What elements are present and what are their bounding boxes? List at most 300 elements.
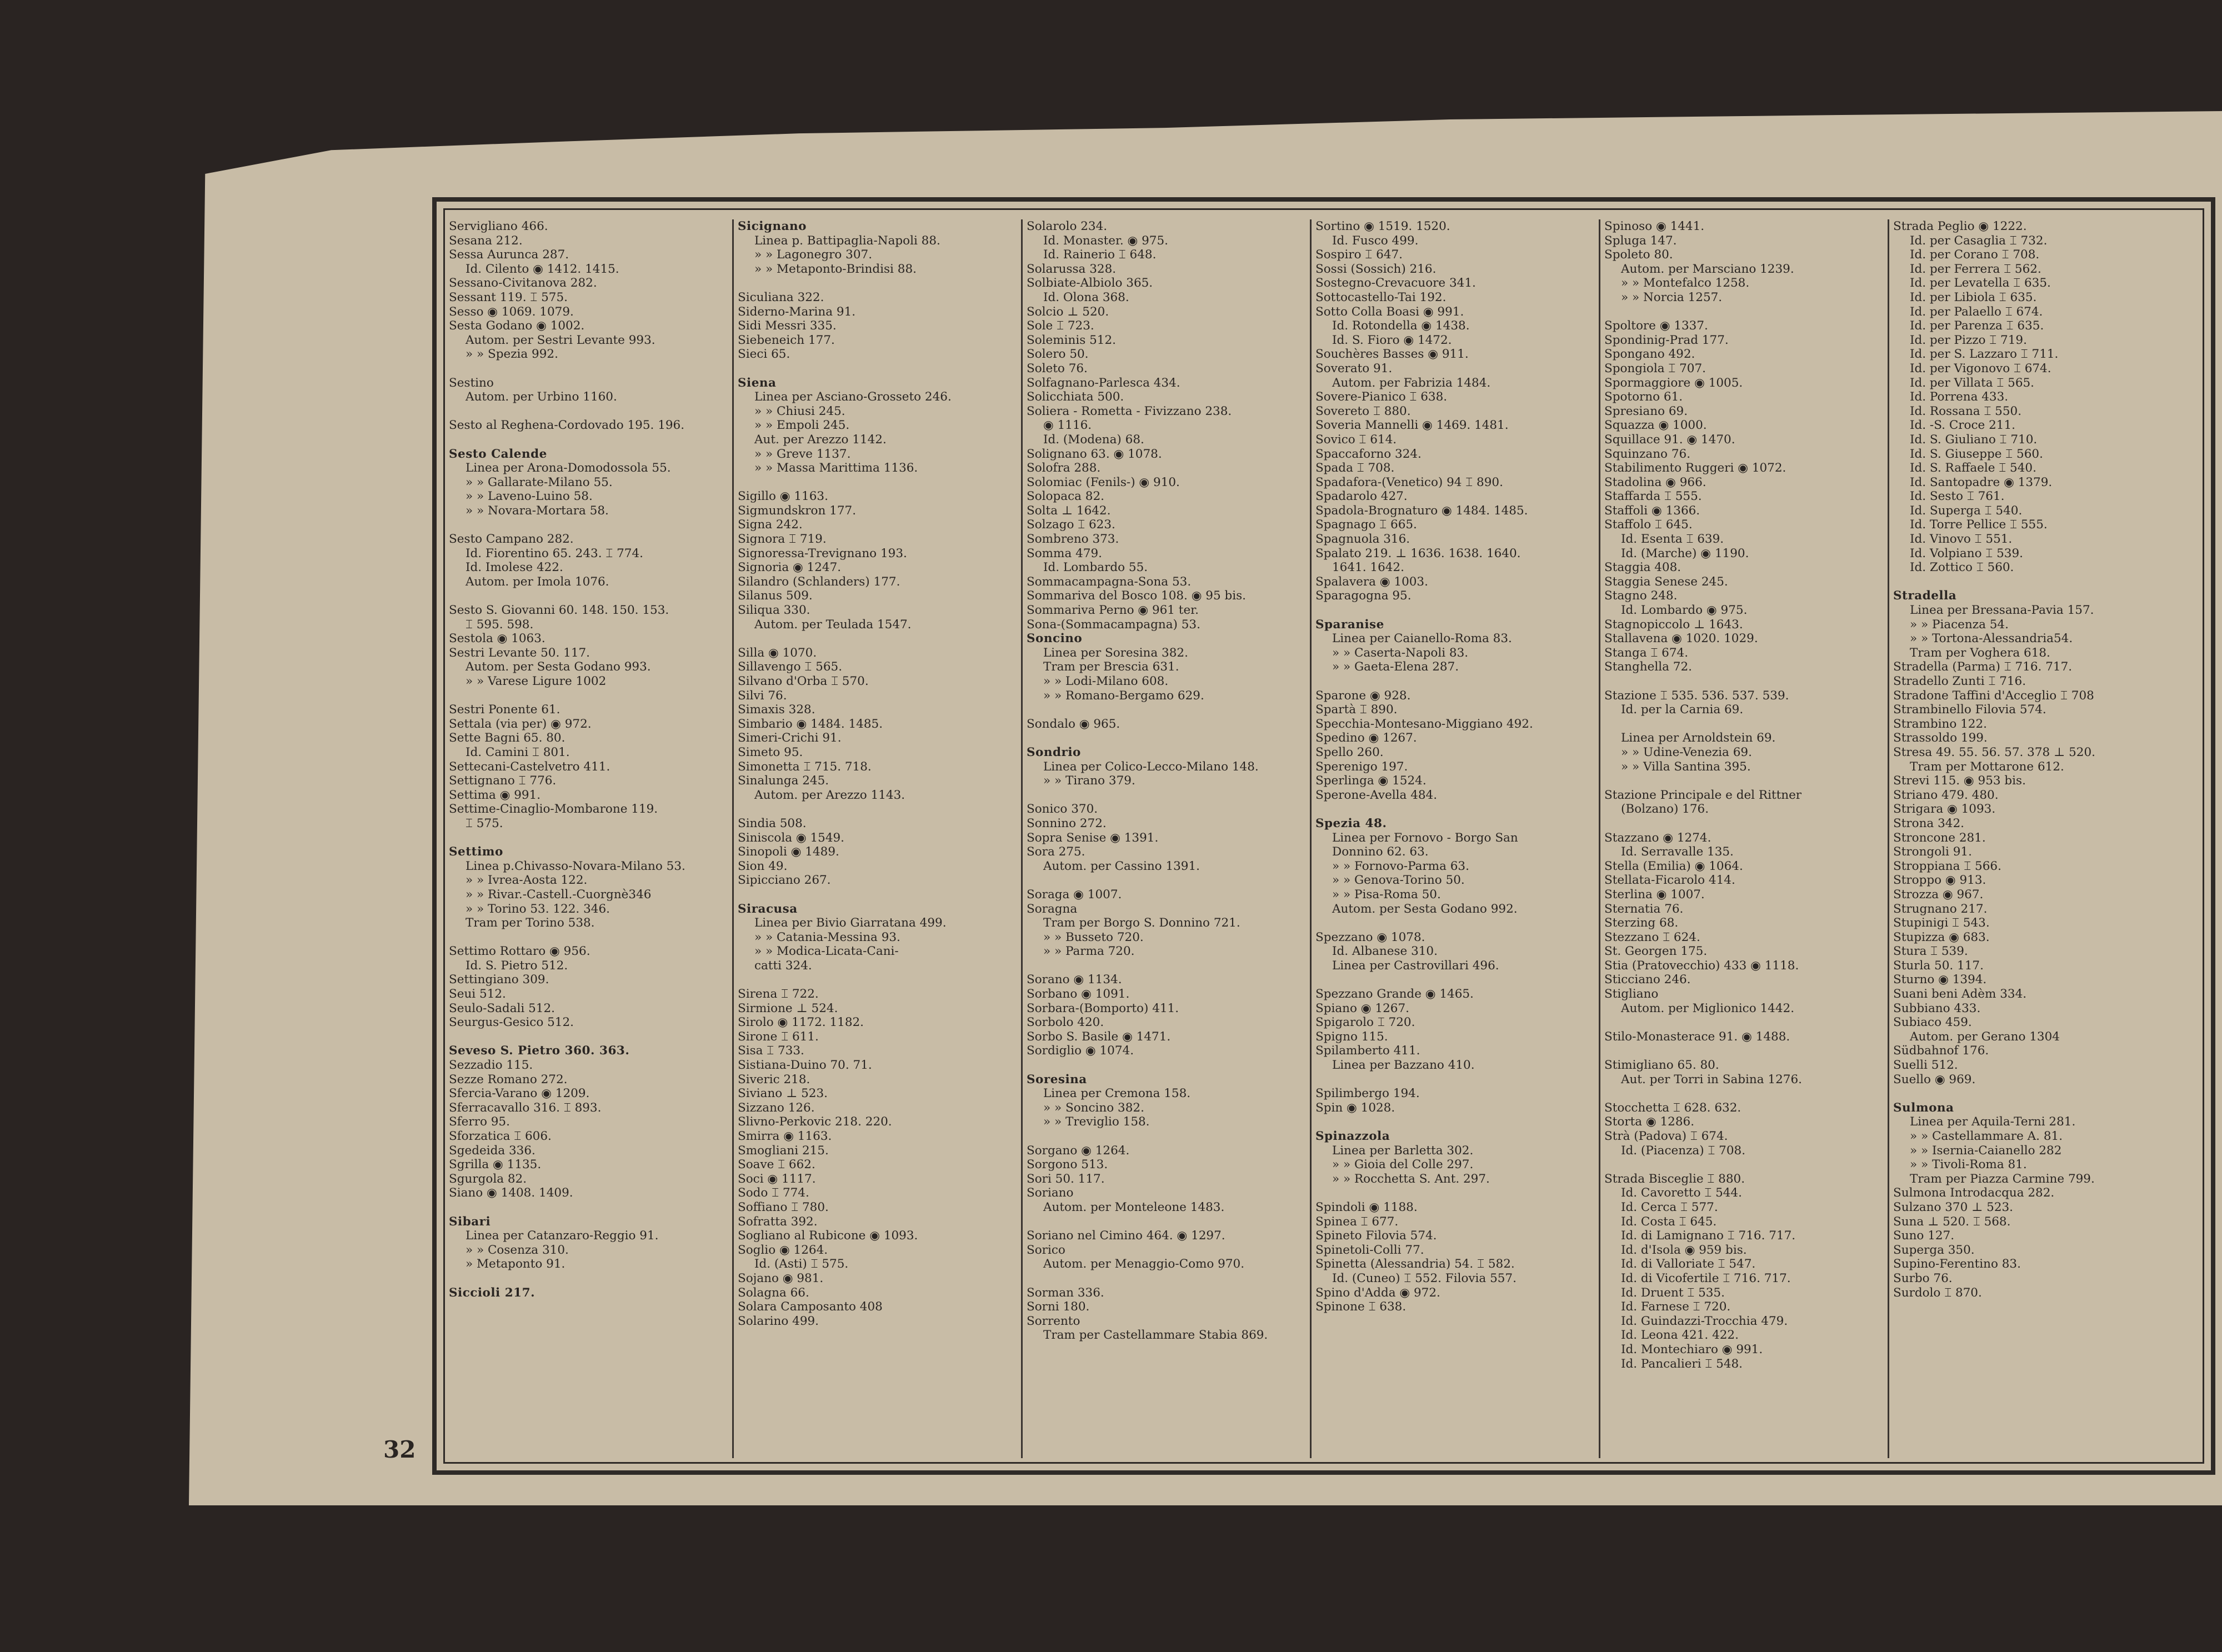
index-entry: Id. di Lamignano ⌶ 716. 717. (1621, 1229, 1796, 1243)
index-entry: Silanus 509. (738, 589, 813, 603)
index-entry: Sovere-Pianico ⌶ 638. (1315, 390, 1448, 404)
index-entry: Tram per Borgo S. Donnino 721. (1043, 916, 1240, 930)
index-entry: Sovico ⌶ 614. (1315, 432, 1397, 447)
index-entry: » » Soncino 382. (1043, 1100, 1144, 1115)
index-entry: 1641. 1642. (1332, 560, 1404, 575)
index-entry: Linea per Barletta 302. (1332, 1143, 1474, 1158)
index-entry: Stanghella 72. (1604, 660, 1692, 674)
index-entry: Sibari (449, 1214, 491, 1229)
index-entry: Id. Cavoretto ⌶ 544. (1621, 1186, 1742, 1200)
index-entry: Id. Albanese 310. (1332, 944, 1438, 959)
index-entry: » » Massa Marittima 1136. (754, 461, 918, 475)
index-entry: Solbiate-Albiolo 365. (1027, 276, 1153, 291)
index-entry: Sigmundskron 177. (738, 503, 857, 518)
index-entry: Solignano 63. ◉ 1078. (1027, 447, 1162, 461)
index-entry: » » Empoli 245. (754, 418, 850, 433)
blank-line (449, 433, 710, 447)
index-entry: Id. (Asti) ⌶ 575. (754, 1257, 849, 1271)
index-entry: Sipicciano 267. (738, 873, 831, 888)
index-entry: Linea per Catanzaro-Reggio 91. (466, 1229, 659, 1243)
index-entry: Silandro (Schlanders) 177. (738, 574, 900, 589)
index-entry: Spinoso ◉ 1441. (1604, 219, 1705, 233)
index-entry: Id. Cerca ⌶ 577. (1621, 1200, 1718, 1214)
index-entry: Id. Torre Pellice ⌶ 555. (1910, 518, 2048, 532)
index-entry: Linea per Arnoldstein 69. (1621, 731, 1776, 745)
index-entry: Stupizza ◉ 683. (1893, 930, 1990, 944)
blank-line (738, 632, 999, 646)
index-entry: Signoressa-Trevignano 193. (738, 546, 907, 560)
index-entry: Sgurgola 82. (449, 1172, 527, 1186)
index-entry: Sforzatica ⌶ 606. (449, 1129, 552, 1143)
blank-line (1027, 703, 1288, 717)
index-entry: » » Rocchetta S. Ant. 297. (1332, 1172, 1490, 1186)
index-entry: Spedino ◉ 1267. (1315, 731, 1417, 745)
blank-line (449, 1030, 710, 1044)
index-entry: Sgedeida 336. (449, 1143, 536, 1158)
index-entry: Sulmona Introdacqua 282. (1893, 1186, 2055, 1200)
index-entry: Linea per Bivio Giarratana 499. (754, 916, 947, 930)
index-entry: Sorrento (1027, 1314, 1080, 1328)
blank-line (1315, 674, 1577, 689)
index-entry: Stilo-Monasterace 91. ◉ 1488. (1604, 1029, 1790, 1044)
index-entry: Stagno 248. (1604, 589, 1678, 603)
index-entry: Id. Rossana ⌶ 550. (1910, 404, 2022, 418)
index-entry: Siliqua 330. (738, 603, 810, 618)
index-entry: Soriano nel Cimino 464. ◉ 1297. (1027, 1229, 1225, 1243)
index-column-4 (1315, 219, 1577, 1464)
index-entry: Id. S. Raffaele ⌶ 540. (1910, 461, 2036, 475)
index-entry: Storta ◉ 1286. (1604, 1115, 1695, 1129)
index-entry: Seveso S. Pietro 360. 363. (449, 1044, 630, 1058)
index-entry: Spin ◉ 1028. (1315, 1100, 1395, 1115)
index-entry: Sorni 180. (1027, 1300, 1090, 1314)
index-entry: Sirone ⌶ 611. (738, 1029, 819, 1044)
index-entry: » » Genova-Torino 50. (1332, 873, 1465, 888)
index-entry: Surdolo ⌶ 870. (1893, 1285, 1982, 1300)
index-entry: Spezia 48. (1315, 816, 1387, 830)
index-entry: Autom. per Gerano 1304 (1910, 1029, 2060, 1044)
index-entry: Id. Sesto ⌶ 761. (1910, 489, 2005, 504)
index-entry: Spello 260. (1315, 745, 1384, 759)
index-entry: Soleminis 512. (1027, 333, 1116, 347)
index-entry: Sirena ⌶ 722. (738, 987, 819, 1002)
index-entry: Sizzano 126. (738, 1100, 815, 1115)
index-entry: Strada Bisceglie ⌶ 880. (1604, 1172, 1745, 1186)
index-entry: Id. Zottico ⌶ 560. (1910, 560, 2014, 575)
index-entry: Spormaggiore ◉ 1005. (1604, 376, 1743, 390)
index-entry: Sorico (1027, 1243, 1065, 1257)
column-divider (1310, 219, 1312, 1458)
index-entry: Stradella (Parma) ⌶ 716. 717. (1893, 660, 2073, 674)
index-entry: Servigliano 466. (449, 219, 548, 233)
index-entry: Sparone ◉ 928. (1315, 688, 1411, 703)
index-entry: Linea per Aquila-Terni 281. (1910, 1115, 2076, 1129)
index-entry: Stellata-Ficarolo 414. (1604, 873, 1735, 888)
index-entry: Id. Superga ⌶ 540. (1910, 503, 2023, 518)
index-entry: Staggia 408. (1604, 560, 1681, 575)
page-number: 32 (383, 1436, 416, 1463)
index-entry: Soragna (1027, 902, 1078, 916)
index-entry: Strona 342. (1893, 816, 1964, 830)
index-entry: Settima ◉ 991. (449, 788, 541, 802)
index-entry: Id. per Corano ⌶ 708. (1910, 248, 2040, 262)
index-entry: Id. di Valloriate ⌶ 547. (1621, 1257, 1756, 1271)
index-entry: Soliera - Rometta - Fivizzano 238. (1027, 404, 1232, 418)
index-entry: Sterlina ◉ 1007. (1604, 887, 1705, 902)
index-entry: Stura ⌶ 539. (1893, 944, 1968, 959)
index-entry: Soveria Mannelli ◉ 1469. 1481. (1315, 418, 1509, 433)
blank-line (1027, 1058, 1288, 1073)
index-entry: Strambino 122. (1893, 717, 1987, 731)
blank-line (738, 802, 999, 817)
index-entry: Solarussa 328. (1027, 262, 1117, 276)
index-entry: » » Greve 1137. (754, 447, 851, 461)
index-entry: Id. per Vigonovo ⌶ 674. (1910, 361, 2051, 376)
index-entry: Sogliano al Rubicone ◉ 1093. (738, 1229, 918, 1243)
index-entry: » Metaponto 91. (466, 1257, 565, 1271)
index-entry: » » Norcia 1257. (1621, 290, 1723, 304)
index-entry: Seulo-Sadali 512. (449, 1001, 555, 1015)
index-entry: Id. S. Pietro 512. (466, 958, 568, 973)
index-entry: Strigara ◉ 1093. (1893, 802, 1996, 817)
index-entry: » » Busseto 720. (1043, 930, 1144, 944)
index-entry: Sona-(Sommacampagna) 53. (1027, 617, 1200, 632)
index-entry: Soverato 91. (1315, 361, 1393, 376)
index-entry: Squinzano 76. (1604, 447, 1691, 461)
index-entry: Strongoli 91. (1893, 845, 1972, 859)
index-entry: Sondrio (1027, 745, 1081, 759)
index-entry: Superga 350. (1893, 1243, 1975, 1257)
index-entry: Linea per Castrovillari 496. (1332, 958, 1499, 973)
index-entry: Sulzano 370 ⊥ 523. (1893, 1200, 2014, 1214)
index-entry: Sesto S. Giovanni 60. 148. 150. 153. (449, 603, 669, 618)
index-entry: Spinazzola (1315, 1129, 1390, 1143)
blank-line (1027, 873, 1288, 888)
index-entry: Id. per Levatella ⌶ 635. (1910, 276, 2051, 291)
index-entry: Sion 49. (738, 859, 788, 873)
index-entry: Id. Rainerio ⌶ 648. (1043, 248, 1157, 262)
index-entry: Spoleto 80. (1604, 248, 1673, 262)
index-entry: Stanga ⌶ 674. (1604, 645, 1689, 660)
index-entry: Id. per Parenza ⌶ 635. (1910, 319, 2044, 333)
index-entry: » » Villa Santina 395. (1621, 759, 1751, 774)
index-column-5 (1604, 219, 1865, 1464)
index-entry: Suno 127. (1893, 1229, 1955, 1243)
index-entry: Autom. per Urbino 1160. (466, 390, 617, 404)
index-entry: Spluga 147. (1604, 233, 1677, 248)
index-entry: Autom. per Miglionico 1442. (1621, 1001, 1795, 1015)
index-entry: Stradello Zunti ⌶ 716. (1893, 674, 2026, 688)
index-entry: Settimo (449, 845, 503, 859)
index-entry: Id. d'Isola ◉ 959 bis. (1621, 1243, 1747, 1257)
index-entry: Stazione Principale e del Rittner (1604, 788, 1802, 802)
index-entry: Settingiano 309. (449, 973, 549, 987)
index-entry: Spilamberto 411. (1315, 1044, 1420, 1058)
blank-line (449, 518, 710, 532)
index-entry: Id. Lombardo 55. (1043, 560, 1148, 575)
index-entry: Sombreno 373. (1027, 532, 1119, 547)
index-entry: Autom. per Imola 1076. (466, 574, 609, 589)
index-entry: Simeri-Crichi 91. (738, 731, 842, 745)
index-entry: Sesta Godano ◉ 1002. (449, 319, 585, 333)
index-entry: Subbiano 433. (1893, 1001, 1981, 1015)
index-entry: Sesana 212. (449, 233, 523, 248)
index-entry: Spinone ⌶ 638. (1315, 1300, 1407, 1314)
blank-line (1604, 717, 1865, 732)
index-entry: Id. Costa ⌶ 645. (1621, 1214, 1717, 1229)
index-entry: Signora ⌶ 719. (738, 532, 827, 547)
index-entry: Siebeneich 177. (738, 333, 835, 347)
blank-line (1604, 1158, 1865, 1172)
index-entry: Id. Guindazzi-Trocchia 479. (1621, 1314, 1788, 1328)
index-entry: Sotto Colla Boasi ◉ 991. (1315, 304, 1464, 319)
index-entry: Solara Camposanto 408 (738, 1300, 883, 1314)
index-entry: Id. per Libiola ⌶ 635. (1910, 290, 2037, 304)
index-entry: Aut. per Arezzo 1142. (754, 432, 887, 447)
index-entry: Spartà ⌶ 890. (1315, 703, 1398, 717)
index-entry: Donnino 62. 63. (1332, 845, 1429, 859)
index-entry: Spinea ⌶ 677. (1315, 1214, 1399, 1229)
index-column-3 (1027, 219, 1288, 1464)
index-entry: Sirolo ◉ 1172. 1182. (738, 1015, 864, 1030)
index-entry: Id. Pancalieri ⌶ 548. (1621, 1356, 1743, 1371)
index-entry: Sommacampagna-Sona 53. (1027, 574, 1192, 589)
index-entry: » » Torino 53. 122. 346. (466, 902, 610, 916)
blank-line (1893, 1087, 2154, 1101)
index-entry: Stroncone 281. (1893, 830, 1986, 845)
index-entry: Sesso ◉ 1069. 1079. (449, 304, 574, 319)
index-entry: Sole ⌶ 723. (1027, 319, 1094, 333)
index-entry: Stresa 49. 55. 56. 57. 378 ⊥ 520. (1893, 745, 2095, 759)
blank-line (1604, 1015, 1865, 1030)
index-entry: Sossi (Sossich) 216. (1315, 262, 1437, 276)
index-entry: Sorbo S. Basile ◉ 1471. (1027, 1029, 1171, 1044)
blank-line (449, 404, 710, 419)
index-entry: Stagnopiccolo ⊥ 1643. (1604, 617, 1743, 632)
index-entry: ◉ 1116. (1043, 418, 1092, 433)
index-entry: Sondalo ◉ 965. (1027, 717, 1120, 731)
index-entry: Sori 50. 117. (1027, 1172, 1105, 1186)
index-entry: Sternatia 76. (1604, 902, 1684, 916)
index-entry: Sfercia-Varano ◉ 1209. (449, 1087, 590, 1101)
blank-line (1027, 1129, 1288, 1144)
index-entry: » » Gallarate-Milano 55. (466, 475, 613, 489)
index-entry: Südbahnof 176. (1893, 1044, 1989, 1058)
index-entry: Sospiro ⌶ 647. (1315, 248, 1403, 262)
column-divider (732, 219, 734, 1458)
index-entry: Id. per la Carnia 69. (1621, 703, 1744, 717)
index-entry: Spongiola ⌶ 707. (1604, 361, 1706, 376)
index-entry: Sodo ⌶ 774. (738, 1186, 809, 1200)
index-entry: Id. Lombardo ◉ 975. (1621, 603, 1748, 618)
index-entry: » » Gioia del Colle 297. (1332, 1158, 1474, 1172)
blank-line (1027, 1271, 1288, 1286)
index-entry: Spiano ◉ 1267. (1315, 1001, 1409, 1015)
index-entry: Simbario ◉ 1484. 1485. (738, 717, 883, 731)
index-entry: Stupinigi ⌶ 543. (1893, 916, 1990, 930)
index-entry: Spino d'Adda ◉ 972. (1315, 1285, 1440, 1300)
index-entry: Settignano ⌶ 776. (449, 774, 557, 788)
index-entry: Spineto Filovia 574. (1315, 1229, 1437, 1243)
index-entry: Id. (Piacenza) ⌶ 708. (1621, 1143, 1746, 1158)
column-divider (1599, 219, 1600, 1458)
index-entry: Soci ◉ 1117. (738, 1172, 816, 1186)
index-entry: Spotorno 61. (1604, 390, 1683, 404)
index-entry: Id. Vinovo ⌶ 551. (1910, 532, 2013, 547)
index-entry: Id. Porrena 433. (1910, 390, 2009, 404)
index-entry: Aut. per Torri in Sabina 1276. (1621, 1072, 1802, 1087)
blank-line (449, 689, 710, 703)
index-entry: Spalavera ◉ 1003. (1315, 574, 1428, 589)
blank-line (1027, 1215, 1288, 1229)
index-entry: Stazzano ◉ 1274. (1604, 830, 1711, 845)
index-entry: Linea per Caianello-Roma 83. (1332, 632, 1512, 646)
index-entry: Stradella (1893, 589, 1957, 603)
index-entry: Id. per Ferrera ⌶ 562. (1910, 262, 2041, 276)
index-entry: Squazza ◉ 1000. (1604, 418, 1707, 433)
column-divider (1021, 219, 1023, 1458)
index-entry: » » Laveno-Luino 58. (466, 489, 593, 504)
index-entry: Id. Leona 421. 422. (1621, 1328, 1739, 1343)
index-entry: Soave ⌶ 662. (738, 1158, 815, 1172)
blank-line (1604, 817, 1865, 831)
index-entry: Sostegno-Crevacuore 341. (1315, 276, 1476, 291)
index-entry: Signoria ◉ 1247. (738, 560, 842, 575)
index-entry: Id. (Marche) ◉ 1190. (1621, 546, 1749, 560)
index-entry: Sterzing 68. (1604, 916, 1679, 930)
index-entry: Stimigliano 65. 80. (1604, 1058, 1719, 1073)
index-entry: Linea p. Battipaglia-Napoli 88. (754, 233, 940, 248)
index-entry: Spadola-Brognaturo ◉ 1484. 1485. (1315, 503, 1528, 518)
index-entry: Solfagnano-Parlesca 434. (1027, 376, 1180, 390)
index-entry: Tram per Mottarone 612. (1910, 759, 2064, 774)
index-entry: Sordiglio ◉ 1074. (1027, 1044, 1134, 1058)
index-entry: Id. per S. Lazzaro ⌶ 711. (1910, 347, 2059, 362)
index-entry: Stradone Taffini d'Acceglio ⌶ 708 (1893, 688, 2094, 703)
index-entry: Spezzano ◉ 1078. (1315, 930, 1425, 944)
index-entry: Tram per Brescia 631. (1043, 660, 1179, 674)
index-entry: Siveric 218. (738, 1072, 810, 1087)
index-entry: Souchères Basses ◉ 911. (1315, 347, 1469, 362)
index-entry: » » Chiusi 245. (754, 404, 845, 418)
index-entry: Staffolo ⌶ 645. (1604, 518, 1693, 532)
index-entry: Silvano d'Orba ⌶ 570. (738, 674, 869, 688)
index-entry: Sesto al Reghena-Cordovado 195. 196. (449, 418, 685, 433)
blank-line (738, 973, 999, 987)
index-entry: Autom. per Monteleone 1483. (1043, 1200, 1225, 1214)
blank-line (1027, 959, 1288, 973)
blank-line (1315, 916, 1577, 930)
index-entry: Spigno 115. (1315, 1029, 1388, 1044)
index-entry: Suna ⊥ 520. ⌶ 568. (1893, 1214, 2011, 1229)
index-entry: Id. (Cuneo) ⌶ 552. Filovia 557. (1332, 1271, 1517, 1285)
index-entry: Siviano ⊥ 523. (738, 1087, 828, 1101)
blank-line (1604, 674, 1865, 689)
index-entry: Sidi Messri 335. (738, 319, 837, 333)
index-entry: Sessant 119. ⌶ 575. (449, 290, 568, 304)
index-entry: Autom. per Marsciano 1239. (1621, 262, 1794, 276)
index-entry: Strà (Padova) ⌶ 674. (1604, 1129, 1728, 1143)
index-entry: » » Metaponto-Brindisi 88. (754, 262, 917, 276)
index-entry: Sistiana-Duino 70. 71. (738, 1058, 872, 1073)
index-entry: Id. S. Giuseppe ⌶ 560. (1910, 447, 2043, 461)
index-entry: Sojano ◉ 981. (738, 1271, 824, 1285)
index-entry: Sette Bagni 65. 80. (449, 731, 565, 745)
index-entry: Sicignano (738, 219, 807, 233)
index-entry: Solzago ⌶ 623. (1027, 518, 1115, 532)
index-entry: Sestola ◉ 1063. (449, 632, 546, 646)
index-entry: Id. per Villata ⌶ 565. (1910, 376, 2035, 390)
index-entry: Solarino 499. (738, 1314, 819, 1328)
blank-line (738, 362, 999, 376)
index-entry: Solofra 288. (1027, 461, 1101, 475)
index-entry: Slivno-Perkovic 218. 220. (738, 1115, 892, 1129)
blank-line (1315, 603, 1577, 618)
index-entry: Spagnuola 316. (1315, 532, 1410, 547)
index-entry: Id. Olona 368. (1043, 290, 1129, 304)
index-entry: Staffoli ◉ 1366. (1604, 503, 1700, 518)
index-entry: Soffiano ⌶ 780. (738, 1200, 829, 1214)
index-entry: Smirra ◉ 1163. (738, 1129, 832, 1143)
index-entry: Strozza ◉ 967. (1893, 887, 1984, 902)
index-entry: Autom. per Fabrizia 1484. (1332, 376, 1491, 390)
index-entry: Stabilimento Ruggeri ◉ 1072. (1604, 461, 1786, 475)
index-entry: » » Tivoli-Roma 81. (1910, 1158, 2027, 1172)
index-entry: » » Rivar.-Castell.-Cuorgnè346 (466, 887, 652, 902)
index-entry: ⌶ 595. 598. (466, 617, 534, 632)
index-entry: Sirmione ⊥ 524. (738, 1001, 838, 1015)
index-entry: » » Treviglio 158. (1043, 1115, 1150, 1129)
index-entry: Sperlinga ◉ 1524. (1315, 774, 1427, 788)
index-entry: Sinopoli ◉ 1489. (738, 845, 839, 859)
blank-line (449, 930, 710, 945)
index-entry: Strassoldo 199. (1893, 731, 1988, 745)
index-entry: » » Fornovo-Parma 63. (1332, 859, 1469, 873)
index-entry: Stezzano ⌶ 624. (1604, 930, 1700, 944)
index-entry: Sofratta 392. (738, 1214, 818, 1229)
index-entry: » » Isernia-Caianello 282 (1910, 1143, 2062, 1158)
index-entry: Sticciano 246. (1604, 973, 1691, 987)
index-entry: Sieci 65. (738, 347, 790, 362)
index-entry: St. Georgen 175. (1604, 944, 1708, 959)
index-entry: Id. Rotondella ◉ 1438. (1332, 319, 1470, 333)
blank-line (449, 831, 710, 845)
index-entry: Sessano-Civitanova 282. (449, 276, 597, 291)
index-entry: Id. S. Giuliano ⌶ 710. (1910, 432, 2038, 447)
index-entry: Id. per Pizzo ⌶ 719. (1910, 333, 2027, 347)
blank-line (449, 362, 710, 376)
blank-line (1315, 1186, 1577, 1200)
index-entry: Sora 275. (1027, 845, 1085, 859)
index-entry: Stadolina ◉ 966. (1604, 475, 1706, 489)
index-entry: Sezze Romano 272. (449, 1072, 568, 1087)
index-entry: Autom. per Menaggio-Como 970. (1043, 1257, 1245, 1271)
index-entry: Stroppiana ⌶ 566. (1893, 859, 2001, 873)
index-entry: Id. Esenta ⌶ 639. (1621, 532, 1724, 547)
index-entry: » » Udine-Venezia 69. (1621, 745, 1752, 759)
index-entry: Sgrilla ◉ 1135. (449, 1158, 542, 1172)
index-entry: Stallavena ◉ 1020. 1029. (1604, 632, 1758, 646)
index-entry: » » Catania-Messina 93. (754, 930, 900, 944)
index-entry: Id. Serravalle 135. (1621, 845, 1734, 859)
index-entry: » » Pisa-Roma 50. (1332, 887, 1441, 902)
index-entry: Tram per Castellammare Stabia 869. (1043, 1328, 1268, 1343)
index-entry: Sorano ◉ 1134. (1027, 973, 1122, 987)
index-entry: Sparanise (1315, 617, 1384, 632)
index-entry: Id. Santopadre ◉ 1379. (1910, 475, 2053, 489)
index-entry: Spadafora-(Venetico) 94 ⌶ 890. (1315, 475, 1503, 489)
index-entry: Sopra Senise ◉ 1391. (1027, 830, 1159, 845)
